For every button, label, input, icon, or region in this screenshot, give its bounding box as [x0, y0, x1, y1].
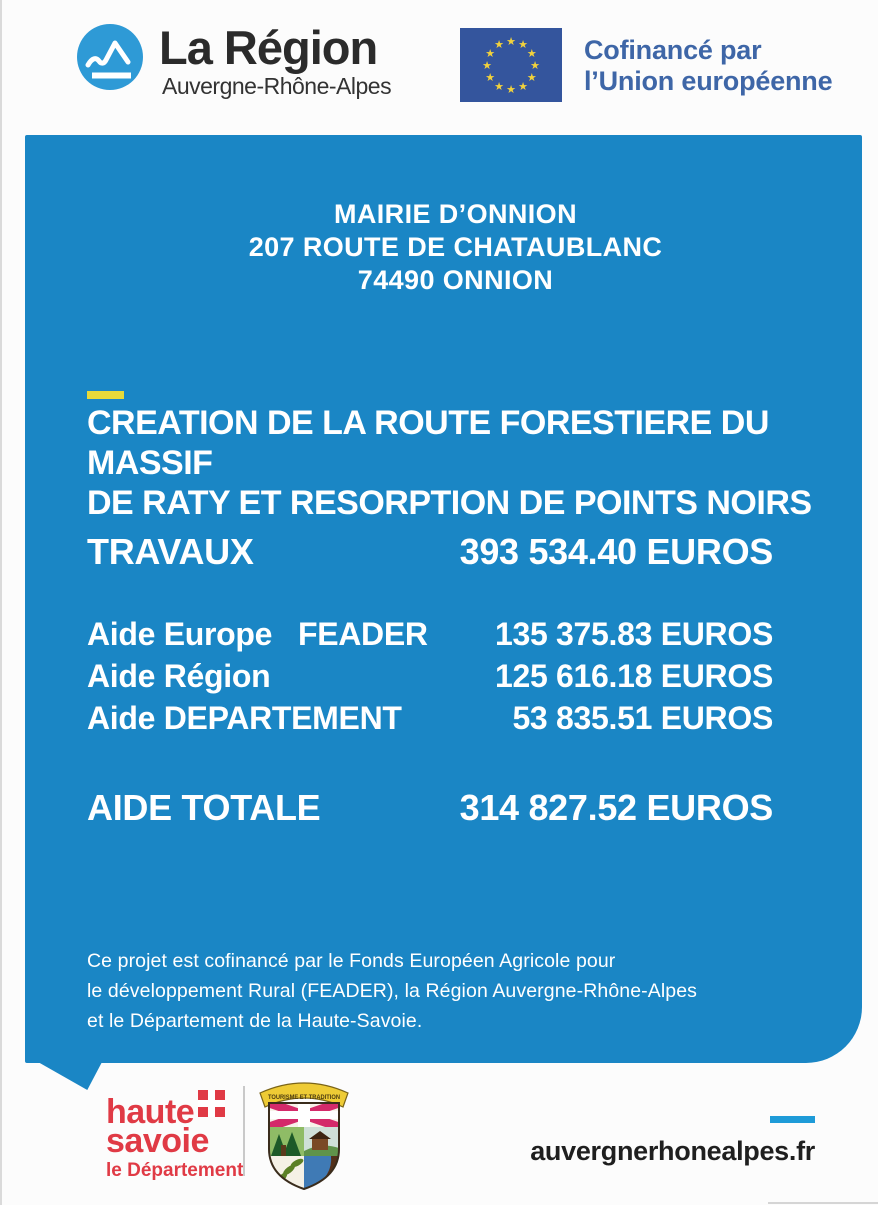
svg-text:★: ★	[494, 39, 504, 52]
aid-row-region	[87, 658, 773, 695]
blue-panel	[25, 135, 862, 1063]
aid-total-value: 314 827.52 EUROS	[459, 787, 773, 828]
region-website-block	[530, 1116, 815, 1165]
eu-cofinance-logo	[460, 28, 832, 102]
aid-row-label: Aide Europe FEADER	[87, 616, 428, 652]
crest-banner-text: TOURISME ET TRADITION	[268, 1094, 341, 1101]
svg-text:★: ★	[526, 72, 537, 84]
svg-text:★: ★	[482, 60, 492, 72]
region-logo	[77, 21, 392, 99]
project-title	[87, 403, 827, 523]
cost-row-travaux	[87, 531, 773, 573]
address-line-3: 74490 ONNION	[357, 265, 554, 295]
svg-text:★: ★	[485, 72, 496, 84]
note-line-1: Ce projet est cofinancé par le Fonds Européen Agricole pour	[87, 949, 616, 972]
svg-text:★: ★	[494, 80, 504, 93]
aid-row-value: 125 616.18 EUROS	[494, 658, 773, 694]
aid-row-europe-feader	[87, 616, 773, 653]
eu-cofinance-line2: l’Union européenne	[584, 66, 833, 96]
savoie-cross-icon	[198, 1090, 225, 1117]
region-mountain-icon	[77, 24, 143, 90]
eu-flag-icon	[460, 28, 562, 102]
address-block	[37, 198, 874, 297]
region-logo-subtitle: Auvergne-Rhône-Alpes	[162, 73, 392, 99]
address-line-2: 207 ROUTE DE CHATAUBLANC	[248, 232, 663, 262]
speech-bubble-tail	[38, 1062, 102, 1090]
region-logo-title: La Région	[159, 21, 378, 74]
footer-divider	[243, 1086, 245, 1176]
scan-artifact-left	[0, 0, 2, 1205]
onnion-coat-of-arms	[251, 1071, 358, 1197]
note-line-2: le développement Rural (FEADER), la Région Auvergne-Rhône-Alpes	[87, 979, 698, 1002]
haute-savoie-logo	[106, 1093, 244, 1183]
svg-text:★: ★	[526, 48, 537, 60]
svg-text:★: ★	[506, 84, 516, 96]
aid-row-value: 53 835.51 EUROS	[512, 700, 773, 736]
eu-cofinance-line1: Cofinancé par	[584, 35, 762, 65]
aid-row-departement	[87, 700, 773, 737]
scan-artifact-bottom	[768, 1202, 878, 1204]
aid-row-total	[87, 787, 773, 829]
cost-row-label: TRAVAUX	[87, 531, 254, 572]
project-title-line2: DE RATY ET RESORPTION DE POINTS NOIRS	[87, 484, 812, 522]
cost-row-value: 393 534.40 EUROS	[459, 531, 773, 572]
aid-total-label: AIDE TOTALE	[87, 787, 321, 828]
title-accent-dash	[87, 391, 124, 399]
svg-text:★: ★	[518, 39, 528, 52]
svg-text:★: ★	[485, 48, 496, 60]
address-line-1: MAIRIE D’ONNION	[333, 199, 577, 229]
svg-text:★: ★	[518, 80, 528, 93]
svg-text:★: ★	[506, 36, 516, 48]
haute-savoie-departement: le Département	[106, 1160, 244, 1181]
haute-savoie-word1: haute	[106, 1093, 195, 1131]
note-line-3: et le Département de la Haute-Savoie.	[87, 1009, 423, 1032]
project-title-line1: CREATION DE LA ROUTE FORESTIERE DU MASSIF	[87, 404, 769, 482]
cofinancing-note	[87, 946, 737, 1036]
website-accent-dash	[770, 1116, 815, 1123]
aid-row-label: Aide DEPARTEMENT	[87, 700, 402, 736]
website-url: auvergnerhonealpes.fr	[530, 1136, 815, 1166]
aid-row-value: 135 375.83 EUROS	[494, 616, 773, 652]
aid-row-label: Aide Région	[87, 658, 271, 694]
haute-savoie-word2: savoie	[106, 1122, 209, 1160]
svg-text:★: ★	[530, 60, 540, 72]
